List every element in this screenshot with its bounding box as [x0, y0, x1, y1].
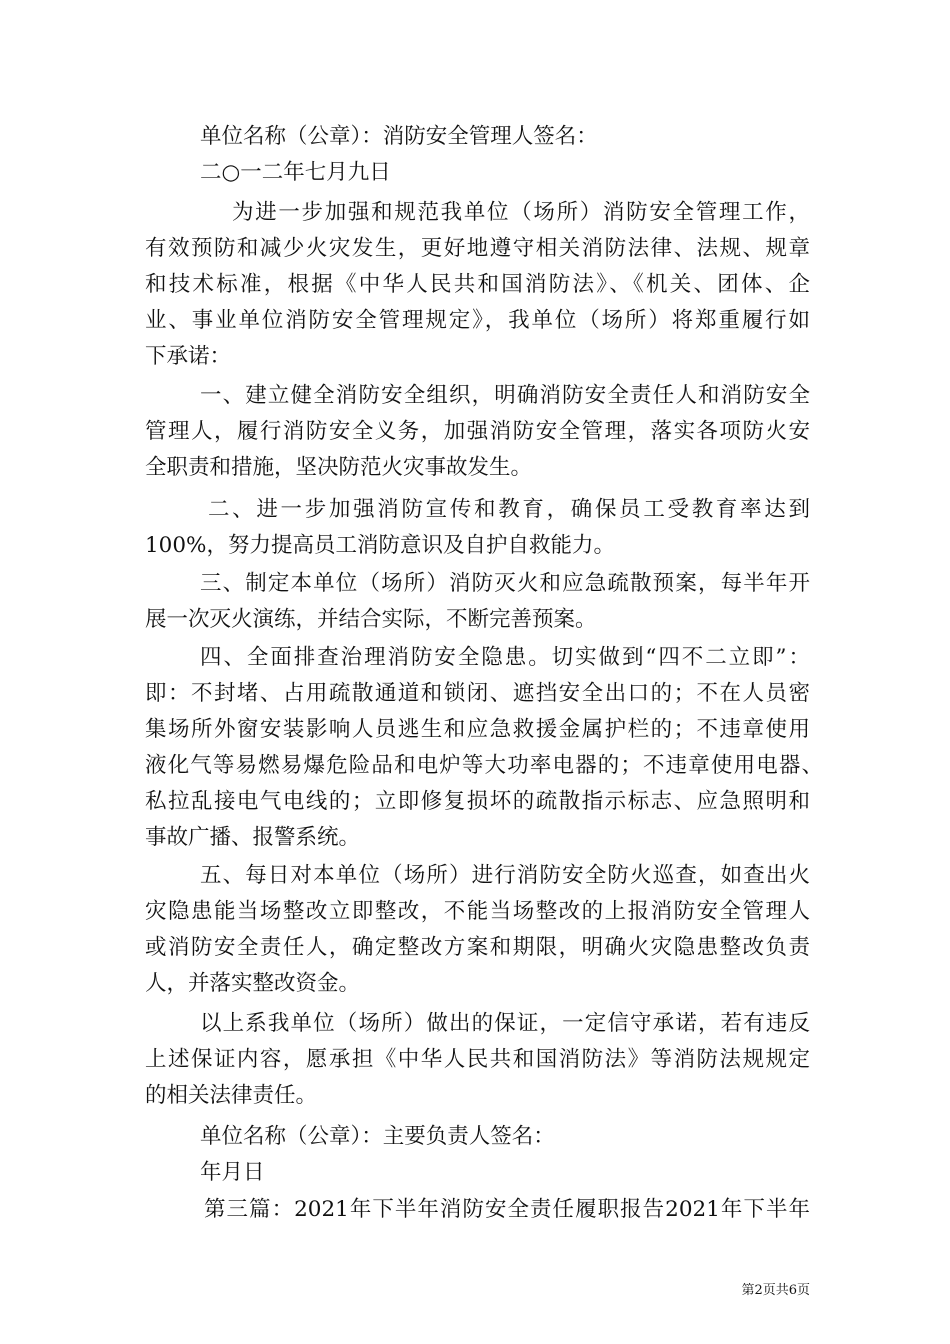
commitment-4-line: 私拉乱接电气电线的；立即修复损坏的疏散指示标志、应急照明和	[145, 789, 810, 814]
paragraph-intro-line: 有效预防和减少火灾发生，更好地遵守相关消防法律、法规、规章	[145, 236, 810, 261]
signature-line-principal: 单位名称（公章）：主要负责人签名：	[200, 1124, 555, 1149]
paragraph-intro-line: 为进一步加强和规范我单位（场所）消防安全管理工作，	[232, 200, 810, 225]
commitment-4-line: 即：不封堵、占用疏散通道和锁闭、遮挡安全出口的；不在人员密	[145, 681, 810, 706]
commitment-5-line: 灾隐患能当场整改立即整改，不能当场整改的上报消防安全管理人	[145, 899, 810, 924]
closing-paragraph-line: 以上系我单位（场所）做出的保证，一定信守承诺，若有违反	[200, 1011, 810, 1036]
page-number-footer: 第2页共6页	[741, 1283, 810, 1298]
date-placeholder-line: 年月日	[200, 1160, 265, 1185]
commitment-3-line: 展一次灭火演练，并结合实际，不断完善预案。	[145, 607, 597, 632]
date-line: 二○一二年七月九日	[200, 160, 391, 185]
commitment-1-line: 管理人，履行消防安全义务，加强消防安全管理，落实各项防火安	[145, 419, 810, 444]
section-heading-third: 第三篇：2021年下半年消防安全责任履职报告2021年下半年	[204, 1197, 810, 1222]
commitment-4-line: 集场所外窗安装影响人员逃生和应急救援金属护栏的；不违章使用	[145, 717, 810, 742]
commitment-1-line: 全职责和措施，坚决防范火灾事故发生。	[145, 455, 533, 480]
commitment-5-line: 五、每日对本单位（场所）进行消防安全防火巡查，如查出火	[200, 863, 810, 888]
closing-paragraph-line: 上述保证内容，愿承担《中华人民共和国消防法》等消防法规规定	[145, 1047, 810, 1072]
commitment-1-line: 一、建立健全消防安全组织，明确消防安全责任人和消防安全	[200, 383, 810, 408]
commitment-2-line: 二、进一步加强消防宣传和教育，确保员工受教育率达到	[208, 497, 810, 522]
paragraph-intro-line: 和技术标准，根据《中华人民共和国消防法》、《机关、团体、企	[145, 272, 810, 297]
commitment-4-line: 液化气等易燃易爆危险品和电炉等大功率电器的；不违章使用电器、	[145, 753, 823, 778]
commitment-2-line: 100%，努力提高员工消防意识及自护自救能力。	[145, 533, 615, 558]
paragraph-intro-line: 下承诺：	[145, 344, 232, 369]
commitment-3-line: 三、制定本单位（场所）消防灭火和应急疏散预案，每半年开	[200, 571, 810, 596]
paragraph-intro-line: 业、事业单位消防安全管理规定》，我单位（场所）将郑重履行如	[145, 308, 810, 333]
signature-line-safety-manager: 单位名称（公章）：消防安全管理人签名：	[200, 124, 598, 149]
commitment-4-line: 四、全面排查治理消防安全隐患。切实做到“四不二立即”：	[200, 645, 810, 670]
commitment-5-line: 或消防安全责任人，确定整改方案和期限，明确火灾隐患整改负责	[145, 935, 810, 960]
commitment-5-line: 人，并落实整改资金。	[145, 971, 361, 996]
closing-paragraph-line: 的相关法律责任。	[145, 1083, 318, 1108]
commitment-4-line: 事故广播、报警系统。	[145, 825, 361, 850]
